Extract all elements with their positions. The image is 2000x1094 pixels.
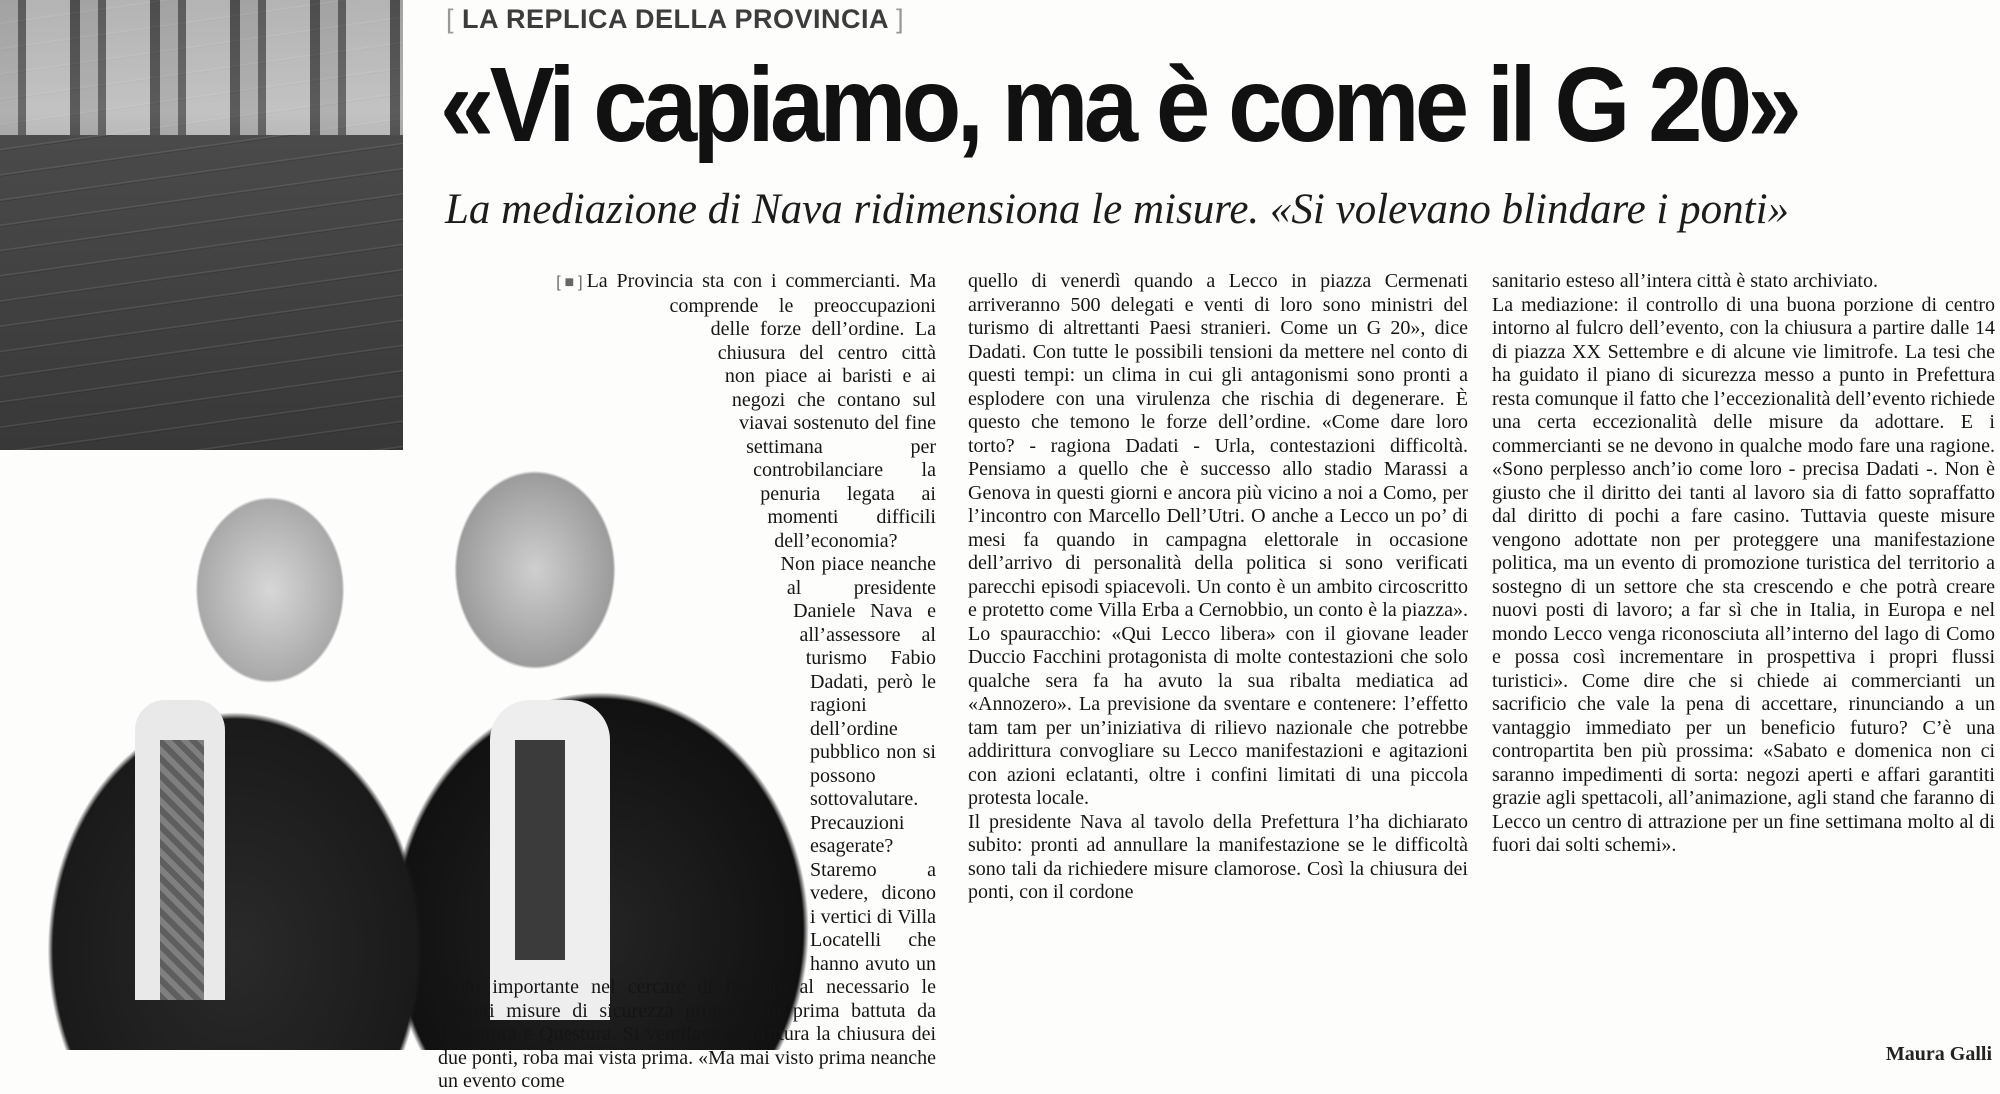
- photo-wrap-spacer: [438, 434, 810, 964]
- overline-label: LA REPLICA DELLA PROVINCIA: [462, 4, 889, 34]
- photo-detail-tie-left: [160, 740, 204, 1000]
- article-paragraph: sanitario esteso all’intera città è stato archiviato.: [1492, 270, 1878, 292]
- overline-bracket-close: ]: [896, 4, 905, 34]
- article-column-2: [968, 270, 1468, 1070]
- byline: Maura Galli: [1885, 1043, 1992, 1065]
- article-text-col1: La Provincia sta con i commercianti. Ma comprende le preoccupazioni delle forze dell’ordine. La chiusura del centro città non piace ai baristi e ai negozi che contano sul viavai sostenuto del fine settimana per controbilanciare la penuria legata ai momenti difficili dell’economia? Non piace neanche al presidente Daniele Nava e all’assessore al turismo Fabio Dadati, però le ragioni dell’ordine pubblico non si possono sottovalutare. Precauzioni esagerate? Staremo a vedere, dicono i vertici di Villa Locatelli che hanno avuto un ruolo importante nel cercare di limitare al necessario le pesanti misure di sicurezza proposte in prima battuta da Prefettura e Questura. Si ventilava addirittura la chiusura dei due ponti, roba mai vista prima. «Ma mai visto prima neanche un evento come: [438, 270, 936, 1092]
- article-paragraph: quello di venerdì quando a Lecco in piazza Cermenati arriveranno 500 delegati e venti di loro sono ministri del turismo di altrettanti Paesi stranieri. Come un G 20», dice Dadati. Con tutte le possibili tensioni da mettere nel conto di questi tempi: un clima in cui gli antagonismi sono pronti a esplodere con una virulenza che rischia di degenerare. È questo che temono le forze dell’ordine. «Come dare loro torto? - ragiona Dadati - Urla, contestazioni difficoltà. Pensiamo a quello che è successo allo stadio Marassi a Genova in questi giorni e ancora più vicino a noi a Como, per l’incontro con Marcello Dell’Utri. O anche a Lecco un po’ di mesi fa quando in campagna elettorale in occasione dell’arrivo di personalità della politica si sono verificati parecchi episodi spiacevoli. Un conto è un ambito circoscritto e protetto come Villa Erba a Cernobbio, un conto è la piazza». Lo spauracchio: «Qui Lecco libera» con il giovane leader Duccio Facchini protagonista di molte contestazioni che solo qualche sera fa ha avuto la sua ribalta mediatica ad «Annozero». La previsione da sventare e contenere: l’effetto tam tam per un’iniziativa di rilievo nazionale che potrebbe addirittura convogliare su Lecco manifestazioni e agitazioni con azioni eclatanti, oltre i confini limitati di una piccola protesta locale.: [968, 270, 1468, 809]
- article-column-1: [438, 270, 936, 1092]
- article-paragraph: La mediazione: il controllo di una buona porzione di centro intorno al fulcro dell’evento, con la chiusura a partire dalle 14 di piazza XX Settembre e di alcune vie limitrofe. La tesi che ha guidato il piano di sicurezza messo a punto in Prefettura resta comunque il fatto che l’eccezionalità dell’evento richiede una certa eccezionalità delle misure da adottare. E i commercianti se ne devono in qualche modo fare una ragione. «Sono perplesso anch’io come loro - precisa Dadati -. Non è giusto che il diritto dei tanti al lavoro sia di fatto sopraffatto dal diritto di pochi a fare casino. Tuttavia queste misure vengono adottate non per proteggere una manifestazione politica, ma un evento di promozione turistica del territorio a sostegno di un settore che sta crescendo e che potrà creare nuovi posti di lavoro; a far sì che in Italia, in Europa e nel mondo Lecco venga riconosciuta all’interno del lago di Como e possa così incrementare in prospettiva i propri flussi turistici». Come dire che si chiede ai commercianti un sacrificio che vale la pena di accettare, rinunciando a un vantaggio immediato per un beneficio futuro? C’è una contropartita ben più prossima: «Sabato e domenica non ci saranno impedimenti di sorta: negozi aperti e affari garantiti grazie agli spettacoli, all’animazione, agli stand che faranno di Lecco un centro di attrazione per un fine settimana molto al di fuori dai solti schemi».: [1492, 293, 1995, 856]
- subheadline: La mediazione di Nava ridimensiona le misure. «Si volevano blindare i ponti»: [445, 186, 1790, 233]
- article-paragraph: Il presidente Nava al tavolo della Prefettura l’ha dichiarato subito: pronti ad annullare la manifestazione se le difficoltà sono tali da richiedere misure clamorose. Così la chiusura dei ponti, con il cordone: [968, 810, 1468, 903]
- article-column-3: [1492, 270, 1995, 1040]
- overline-bracket-open: [: [446, 4, 455, 34]
- lead-mark: [■]: [556, 274, 583, 291]
- section-overline: [446, 4, 904, 36]
- headline: «Vi capiamo, ma è come il G 20»: [440, 46, 1798, 164]
